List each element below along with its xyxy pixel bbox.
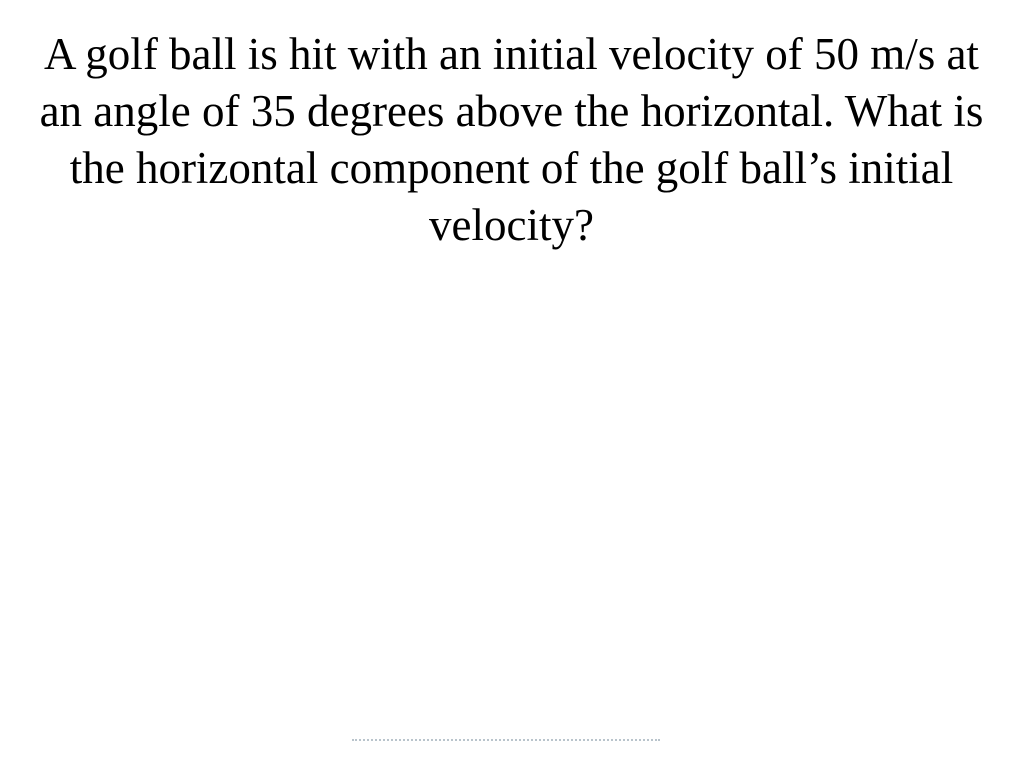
question-text: A golf ball is hit with an initial velocity of 50 m/s at an angle of 35 degrees above the horizontal. What is the horizontal component of the golf ball’s initial velocity?: [39, 29, 984, 250]
footer-divider: [352, 739, 660, 741]
